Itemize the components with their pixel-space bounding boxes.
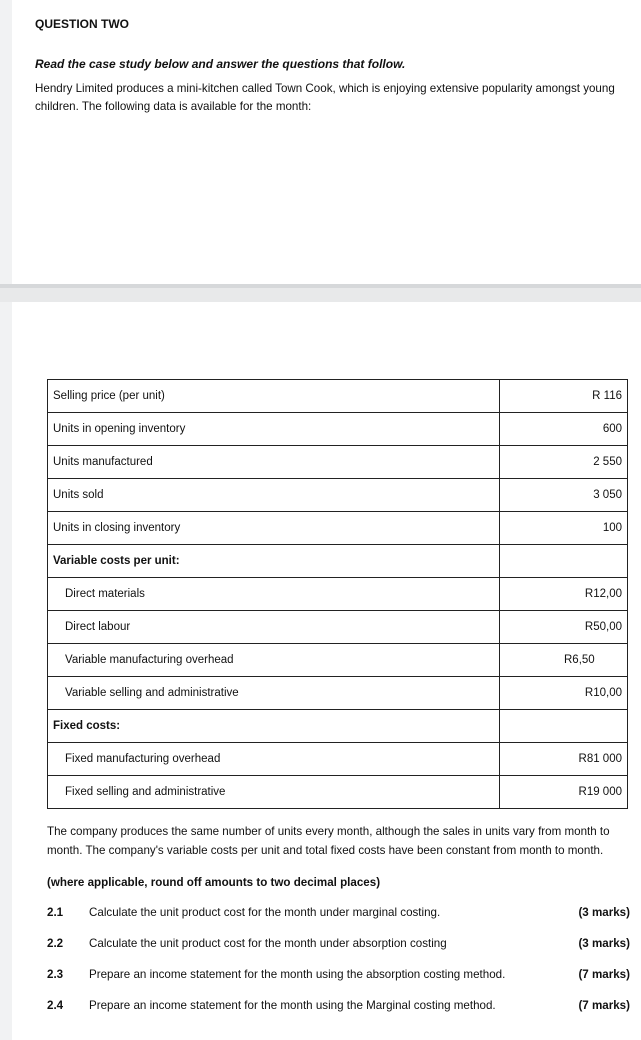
table-row — [48, 380, 628, 413]
table-row — [48, 545, 628, 578]
question-heading: QUESTION TWO — [35, 17, 129, 31]
instruction-text: Read the case study below and answer the questions that follow. — [35, 57, 406, 71]
row-label: Units manufactured — [48, 446, 500, 479]
row-label: Selling price (per unit) — [48, 380, 500, 413]
row-value — [500, 710, 628, 743]
row-label: Fixed manufacturing overhead — [48, 743, 500, 776]
question-marks: (3 marks) — [578, 906, 630, 919]
row-value: R 116 — [500, 380, 628, 413]
table-row — [48, 413, 628, 446]
page-margin — [0, 0, 12, 1040]
row-value: R50,00 — [500, 611, 628, 644]
page-separator — [0, 284, 641, 302]
row-label: Units in opening inventory — [48, 413, 500, 446]
question-text: Prepare an income statement for the month using the Marginal costing method. — [89, 999, 496, 1012]
row-value: R10,00 — [500, 677, 628, 710]
row-value: 100 — [500, 512, 628, 545]
row-label: Variable selling and administrative — [48, 677, 500, 710]
question-text: Prepare an income statement for the month using the absorption costing method. — [89, 968, 506, 981]
row-value: R19 000 — [500, 776, 628, 809]
document-page-1 — [12, 0, 641, 284]
question-text: Calculate the unit product cost for the month under marginal costing. — [89, 906, 441, 919]
row-value: 600 — [500, 413, 628, 446]
row-value: R81 000 — [500, 743, 628, 776]
question-number: 2.3 — [47, 968, 64, 981]
row-label: Units in closing inventory — [48, 512, 500, 545]
question-marks: (3 marks) — [578, 937, 630, 950]
table-row — [48, 743, 628, 776]
intro-paragraph: Hendry Limited produces a mini-kitchen called Town Cook, which is enjoying extensive popularity amongst young children. The following data is available for the month: — [35, 82, 615, 113]
row-value — [500, 545, 628, 578]
section-header-variable-costs: Variable costs per unit: — [48, 545, 500, 578]
table-row — [48, 710, 628, 743]
row-value: R6,50 — [564, 654, 595, 666]
row-label: Direct materials — [48, 578, 500, 611]
row-value: 2 550 — [500, 446, 628, 479]
section-header-fixed-costs: Fixed costs: — [48, 710, 500, 743]
table-row — [48, 578, 628, 611]
question-text: Calculate the unit product cost for the month under absorption costing — [89, 937, 447, 950]
data-table — [47, 379, 628, 809]
table-row — [48, 611, 628, 644]
table-row — [48, 677, 628, 710]
row-label: Fixed selling and administrative — [48, 776, 500, 809]
row-label: Variable manufacturing overhead — [48, 644, 500, 677]
question-item — [47, 968, 630, 984]
rounding-note: (where applicable, round off amounts to two decimal places) — [47, 876, 381, 889]
row-label: Direct labour — [48, 611, 500, 644]
question-item — [47, 999, 630, 1015]
table-row — [48, 776, 628, 809]
question-item — [47, 937, 630, 953]
row-value: R12,00 — [500, 578, 628, 611]
question-marks: (7 marks) — [578, 968, 630, 981]
row-label: Units sold — [48, 479, 500, 512]
question-marks: (7 marks) — [578, 999, 630, 1012]
row-value: 3 050 — [500, 479, 628, 512]
table-row — [48, 446, 628, 479]
table-row — [48, 512, 628, 545]
question-number: 2.1 — [47, 906, 64, 919]
table-row — [48, 479, 628, 512]
table-row — [48, 644, 628, 677]
assumption-paragraph: The company produces the same number of units every month, although the sales in units vary from month to month. The company's variable costs per unit and total fixed costs have been constant from month to month. — [47, 825, 610, 857]
row-value-cell — [500, 644, 628, 677]
question-number: 2.2 — [47, 937, 64, 950]
question-number: 2.4 — [47, 999, 64, 1012]
question-item — [47, 906, 630, 922]
